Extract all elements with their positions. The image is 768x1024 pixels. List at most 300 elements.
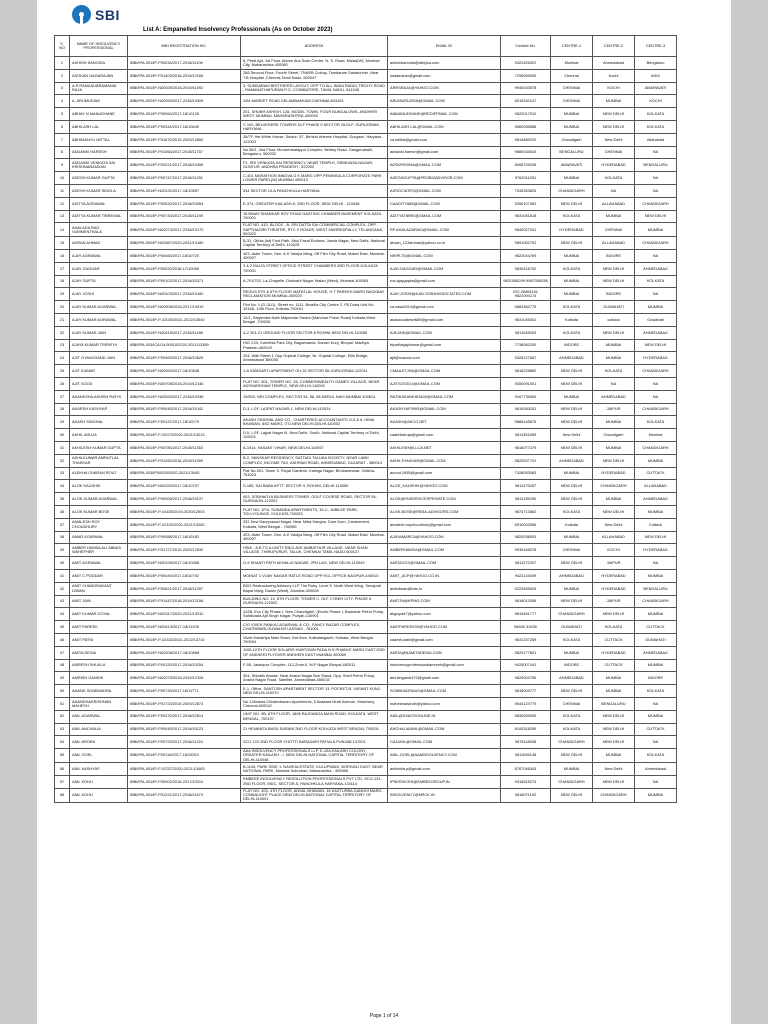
email: ANIL@DVACRONLINE.IN	[388, 710, 501, 723]
professional-name: AJIT GYANCHAND JAIN	[70, 352, 128, 365]
address: AAA INSOLVENCY PROFESSIONALS LLP, E-10A KAILASH COLONY GREATER KAILASH - I, NEW DELHI,NATIONAL CAPITAL TERRITORY OF DELHI-110048	[241, 749, 388, 763]
table-row	[55, 352, 677, 365]
serial-number: 16	[55, 250, 70, 263]
professional-name: AJAY KUMAR AGARWAL	[70, 301, 128, 314]
address: 1105-10TH FLOOR SOLARIS HUBTOWN PADA N S PHADKE MARG EAST END OF ANDHERI FLYOVER ANDHERI EAST MUMBAI 400069	[241, 646, 388, 659]
contact-number: 8767046343	[501, 763, 551, 776]
professional-name: ALOK KAUSHIK	[70, 480, 128, 493]
table-row	[55, 569, 677, 582]
registration-number: IBBI/IPA-001/IP-P00743/2017-2018/11249	[128, 210, 241, 223]
email: AJKJAIN@GMAIL.COM	[388, 326, 501, 339]
contact-number: 9811351559	[501, 429, 551, 442]
serial-number: 25	[55, 365, 70, 378]
centre-3: NA	[635, 736, 677, 749]
registration-number: IBBI/IPA-001/IP-P00045/2017-2018/11042	[128, 403, 241, 416]
centre-2: HYDERABAD	[593, 467, 635, 480]
serial-number: 5	[55, 108, 70, 121]
serial-number: 15	[55, 237, 70, 250]
address: B-31, Okhla (Ist) Foot Path, Abul Fazal Enclave, Jamia Nagar, New Delhi, National Capital Territory of Delhi, 110025	[241, 237, 388, 250]
address: F1, SRI VENKATA SAI RESIDENCY, NEAR TEMPLE, SRINIVASA NAGAR, GUNTUR, ANDHRA PRADESH - 522002	[241, 159, 388, 172]
centre-1: NEW DELHI	[551, 442, 593, 455]
centre-3: NA	[635, 775, 677, 788]
centre-2: NEW DELHI	[593, 775, 635, 788]
centre-2: MUMBAI	[593, 442, 635, 455]
centre-2: BENGALURU	[593, 697, 635, 710]
professional-name: AJIT SOOD	[70, 378, 128, 391]
address: A-1014, VASANT VIHAR, NEW DELHI-110057	[241, 442, 388, 455]
table-row	[55, 69, 677, 82]
registration-number: IBBI/IPA-001/IP-P00449/2017-18/10792	[128, 569, 241, 582]
centre-1: NEW DELHI	[551, 480, 593, 493]
table-row	[55, 518, 677, 531]
email: rca.ajaygupta@gmail.com	[388, 275, 501, 288]
centre-1: KOLKATA	[551, 710, 593, 723]
contact-number: 9818071192	[501, 788, 551, 802]
contact-number: 9940043578	[501, 82, 551, 95]
professionals-table	[54, 35, 677, 803]
list-title: List A: Empanelled Insolvency Professionals (As on October 2023)	[143, 27, 333, 33]
contact-number: 9831045001	[501, 314, 551, 327]
centre-3: Allahabad	[635, 133, 677, 146]
registration-number: IBBI/IPA-001/IP-N00025/2018-2019/11092	[128, 82, 241, 95]
centre-1: AHMEDABAD	[551, 672, 593, 685]
professional-name: ANIL GOEL	[70, 749, 128, 763]
professional-name: AKARSH KASHYAP	[70, 403, 128, 416]
centre-1: INDORE	[551, 659, 593, 672]
centre-3: KOLKATA	[635, 685, 677, 698]
serial-number: 23	[55, 339, 70, 352]
address: 1-A SAMSARTI APARTMENT GH-32 SECTOR 56 GURUGRAM-122011	[241, 365, 388, 378]
contact-number: 9830059005	[501, 710, 551, 723]
email: ashishkanodia@atlnjica.com	[388, 57, 501, 70]
column-header: Contact No.	[501, 36, 551, 57]
registration-number: IBBI/IPA-001/IP-N00317/2020-2021/13242	[128, 608, 241, 621]
centre-2: MUMBAI	[593, 352, 635, 365]
address: MOINAT 1 VIJAY NAGAR RATLE ROAD OPP HCL OFFICE NAGPUR-440010	[241, 569, 388, 582]
contact-number: 9876118008	[501, 736, 551, 749]
column-header: EMAIL ID	[388, 36, 501, 57]
registration-number: IBBI/IPA-001/IP-P00780/2017-2018/11353	[128, 442, 241, 455]
table-row	[55, 531, 677, 544]
registration-number: IBBI/IPA-001/IP-P00723/2017-2018/11224	[128, 736, 241, 749]
table-row	[55, 723, 677, 736]
registration-number: IBBI/IPA-001/IP-P01670/2019-2020/12850	[128, 133, 241, 146]
centre-2: MUMBAI	[593, 685, 635, 698]
contact-number: 9818228882	[501, 365, 551, 378]
centre-3: KOLKATA	[635, 120, 677, 133]
centre-2: CHENNAI	[593, 223, 635, 237]
contact-number: 9818077379	[501, 442, 551, 455]
professional-name: ANANDHAKRISHNAN MAHESH	[70, 697, 128, 710]
email: CMAAJITJHA@GMAIL.COM	[388, 365, 501, 378]
serial-number: 2	[55, 69, 70, 82]
centre-1: KOLKATA	[551, 723, 593, 736]
centre-1: NEW DELHI	[551, 595, 593, 608]
address: B-2, SANSKAR RESIDENCY, SATTADI TALUKA SOCIETY, NEAR LABH COMPLEX, INCOME TAX, ASHRAM ROAD, AHMEDABAD, GUJARAT - 380014	[241, 454, 388, 467]
serial-number: 45	[55, 621, 70, 634]
professional-name: ANIL KASHYAP	[70, 763, 128, 776]
centre-3: NA	[635, 184, 677, 197]
serial-number: 48	[55, 659, 70, 672]
professional-name: AHALADA RAO VUMMENTHALA	[70, 223, 128, 237]
serial-number: 41	[55, 569, 70, 582]
serial-number: 55	[55, 749, 70, 763]
centre-3: Bengaluru	[635, 57, 677, 70]
centre-2: CHANDIGARH	[593, 480, 635, 493]
centre-1: HYDERABAD	[551, 223, 593, 237]
centre-1: GUWAHATI	[551, 621, 593, 634]
centre-3: CHANDIGARH	[635, 403, 677, 416]
table-row	[55, 133, 677, 146]
serial-number: 53	[55, 723, 70, 736]
registration-number: IBBI/IPA-001/IP-P01723/2019-2020/12873	[128, 697, 241, 710]
address: BDO Restructuring Advisory LLP The Ruby, Level 9, North West Wing, Senapati Bapat Marg, Dadar (West), Mumbai-400028	[241, 582, 388, 595]
table-row	[55, 210, 677, 223]
centre-1: MUMBAI	[551, 288, 593, 301]
registration-number: IBBI/IPA-001/IP-P00088/2017-18/10182	[128, 531, 241, 544]
registration-number: IBBI/IPA-001/IP-P00344/2017-18/10645	[128, 120, 241, 133]
registration-number: IBBI/IPA-001/IP-P-01620/2019-2020/12503	[128, 505, 241, 518]
table-row	[55, 633, 677, 646]
serial-number: 7	[55, 133, 70, 146]
centre-3: MUMBAI	[635, 454, 677, 467]
serial-number: 50	[55, 685, 70, 698]
column-header: IBBI REGISTRATION NO.	[128, 36, 241, 57]
address: Plot No. 1 (D-31/1), Street no. 1111, Brazilia City Centre 2, P5 Duba Unit No. 1015A, 10th Floor, Kolkata-700161	[241, 301, 388, 314]
table-row	[55, 275, 677, 288]
contact-number: 9820177601	[501, 646, 551, 659]
registration-number: IBBI/IPA-002/IP-N00074/2017-2018/10172	[128, 223, 241, 237]
centre-2: JAIPUR	[593, 557, 635, 570]
centre-1: CHENNAI	[551, 697, 593, 710]
centre-3: MUMBAI	[635, 788, 677, 802]
centre-2: NEW DELHI	[593, 736, 635, 749]
address: D-II, LGF, Lajpat Nagar III, New Delhi, South, National Capital Territory of Delhi, 110024	[241, 429, 388, 442]
centre-1: NEW DELHI	[551, 365, 593, 378]
registration-number: IBBI/IPA-001/IP-P00221/2017-2018/10496	[128, 159, 241, 172]
registration-number: IBBI/IPA-001/IP-P01221/2017-2018/11874	[128, 788, 241, 802]
registration-number: IBBI/IPA-003/IP00020/2020-2021/13045	[128, 467, 241, 480]
centre-2: HYDERABAD	[593, 582, 635, 595]
professional-name: ADITYA AGRAWAL	[70, 197, 128, 210]
professional-name: ANIL KOHLI	[70, 788, 128, 802]
serial-number: 46	[55, 633, 70, 646]
contact-number: 9880034043	[501, 146, 551, 159]
professional-name: AJIT KUMAR	[70, 365, 128, 378]
contact-number: 9820017910	[501, 108, 551, 121]
centre-3: NA	[635, 172, 677, 185]
centre-2: HYDERABAD	[593, 646, 635, 659]
contact-number: 9818012006	[501, 595, 551, 608]
professional-name: ADDANKI HARESH	[70, 146, 128, 159]
contact-number: 98640 31535	[501, 621, 551, 634]
table-row	[55, 120, 677, 133]
registration-number: IBBI/IPA-003/ICAI-N-00510/2020-2021/13389	[128, 339, 241, 352]
registration-number: IBBI/IPA-001/IP-P01403/2018-2019/12168	[128, 69, 241, 82]
address: No 1,Madras Chidambaram Apartments, 5 Baskara Murti Avenue, Velachery, Chennai-600042	[241, 697, 388, 710]
serial-number: 37	[55, 518, 70, 531]
address: Vivek Kshatriya Main Road, 2nd floor, Kolkatangachi, Kolkata, West Bengal-700094	[241, 633, 388, 646]
centre-1: AHMEDABAD	[551, 352, 593, 365]
centre-2: INDORE	[593, 288, 635, 301]
email: ANIL.GOEL@AAAINSOLVENCY.COM	[388, 749, 501, 763]
centre-2: NEW DELHI	[593, 454, 635, 467]
centre-1: MUMBAI	[551, 582, 593, 595]
table-row	[55, 314, 677, 327]
centre-1: KOLKATA	[551, 326, 593, 339]
email: caakhilahuja@gmail.com	[388, 429, 501, 442]
serial-number: 9	[55, 159, 70, 172]
centre-1: NEW DELHI	[551, 557, 593, 570]
email: ANCHALIAANIL@GMAIL.COM	[388, 723, 501, 736]
registration-number: IBBI/IPA-001/IP-P00002/2016-2017/10010	[128, 775, 241, 788]
email: INSOLVENCY@NRCK.IN	[388, 788, 501, 802]
centre-3: BENGALURU	[635, 159, 677, 172]
serial-number: 4	[55, 95, 70, 108]
registration-number: IBBI/IPA-001/IP-P00739/2017-18/11771	[128, 685, 241, 698]
registration-number: IBBI/IPA-001/IP-P00020/2016-17/10066	[128, 262, 241, 275]
centre-1: CHANDIGARH	[551, 184, 593, 197]
centre-2: HYDERABAD	[593, 569, 635, 582]
contact-number: 9815451777	[501, 608, 551, 621]
professional-name: AHSAN AHMAD	[70, 237, 128, 250]
table-row	[55, 288, 677, 301]
contact-number: 9810083151	[501, 403, 551, 416]
registration-number: IBBI/IPA-001/IP-P01064/2017-2018/11757	[128, 146, 241, 159]
address: A-2 301-21 GROUND FLOOR SECTOR-8 ROHINI NEW DELHI-110085	[241, 326, 388, 339]
email: ABHILASH.LAL@GMAIL.COM	[388, 120, 501, 133]
contact-number: 9811475267	[501, 480, 551, 493]
centre-3: NA	[635, 288, 677, 301]
address: 1/54 MARKET ROAD KELAMBAKKAM CHENNAI-603103	[241, 95, 388, 108]
serial-number: 54	[55, 736, 70, 749]
page-number: Page 1 of 14	[369, 1013, 399, 1019]
serial-number: 3	[55, 82, 70, 95]
registration-number: IBBI/IPA-001/IP-P00137/2017-18/10279	[128, 416, 241, 429]
table-row	[55, 184, 677, 197]
address: E-1, Office, SANTOSH APARTMENT SECTOR 13, POCKET-B, VASANT KUNJ, NEW DELHI-110070	[241, 685, 388, 698]
column-header: ADDRESS	[241, 36, 388, 57]
email: RATHIAKANKSHA00@GMAIL.COM	[388, 390, 501, 403]
contact-number: 9868145676	[501, 416, 551, 429]
email: AMITAGCS@GMAIL.COM	[388, 557, 501, 570]
table-row	[55, 788, 677, 802]
serial-number: 27	[55, 390, 70, 403]
email: ca.imittal@gmail.com	[388, 133, 501, 146]
contact-number: 9811045003	[501, 326, 551, 339]
email: IPSERVICES@EMBEEGROUP.IN	[388, 775, 501, 788]
professional-name: AKANKSHA ASHISH RATHI	[70, 390, 128, 403]
table-row	[55, 749, 677, 763]
address: No.36/1, 2nd Floor, Munivenkatappa Complex, Bellary Road, Gangenahalli, Bengaluru- 560032	[241, 146, 388, 159]
contact-number: 9891052751	[501, 237, 551, 250]
table-row	[55, 403, 677, 416]
contact-number: 8015240147	[501, 95, 551, 108]
centre-3: NA	[635, 378, 677, 391]
serial-number: 29	[55, 416, 70, 429]
professional-name: A. ARUMUGAM	[70, 95, 128, 108]
contact-number: 9422116009	[501, 569, 551, 582]
professional-name: AKHILKUMAR AMRUTLAL THAKKAR	[70, 454, 128, 467]
serial-number: 12	[55, 197, 70, 210]
contact-number: 9223455525	[501, 582, 551, 595]
serial-number: 43	[55, 595, 70, 608]
centre-2: MUMBAI	[593, 339, 635, 352]
address: B-1106, PARK SIDE 1, NAHEJA ESTATE, KULUPWADI, BORIVALI EAST, NEAR NATIONAL PARK, Mumbai Suburban, Maharashtra - 400066	[241, 763, 388, 776]
centre-3: ALLAHABAD	[635, 480, 677, 493]
address: S-185, SAI BABA APTT. SECTOR 9, ROHINI, DELHI-110085	[241, 480, 388, 493]
address: F-95, Jadavpur Complex, 112,Zone-II, M.P Nagar Bhopal-462011	[241, 659, 388, 672]
centre-3: MUMBAI	[635, 569, 677, 582]
centre-2: NEW DELHI	[593, 120, 635, 133]
centre-2: AHMEDABAD	[593, 390, 635, 403]
contact-number: 9883362775	[501, 301, 551, 314]
serial-number: 10	[55, 172, 70, 185]
email: SONBHADRAAS@GMAIL.COM	[388, 685, 501, 698]
email: tripathiajaykumar@gmail.com	[388, 339, 501, 352]
centre-3: AHMEDABAD	[635, 326, 677, 339]
centre-3: KOLKATA	[635, 749, 677, 763]
centre-3: CHANDIGARH	[635, 197, 677, 210]
professional-name: ALOK KUMAR BOSE	[70, 505, 128, 518]
centre-3: NEW DELHI	[635, 531, 677, 544]
serial-number: 40	[55, 557, 70, 570]
professional-name: ADESH KUMAR SINGLA	[70, 184, 128, 197]
contact-number: 9825207701	[501, 454, 551, 467]
address: HIG C20, Kohefiza Park City, Bagsewania, Danish Kunj, Bhopal, Madhya Pradesh-462043	[241, 339, 388, 352]
column-header: S. NO	[55, 36, 70, 57]
centre-2: MUMBAI	[593, 210, 635, 223]
table-row	[55, 608, 677, 621]
email: AKHILTHAKKAR@GMAIL.COM	[388, 454, 501, 467]
contact-number: 9821058299 9987006258	[501, 275, 551, 288]
centre-3: Guwahati	[635, 314, 677, 327]
professional-name: AMIT C PODDAR	[70, 569, 128, 582]
centre-1: CHENNAI	[551, 544, 593, 557]
address: E-374, GREATER KAILASH-II, 2ND FLOOR, NEW DELHI - 110048	[241, 197, 388, 210]
address: 403, Aster Tower, Gen. A.K Vaidya Marg, Off Film City Road, Malad East, Mumbai-400097	[241, 531, 388, 544]
address: SCO 122 2ND FLOOR CHOTTI BARADARI PATIALA PUNJAB 147001	[241, 736, 388, 749]
registration-number: IBBI/IPA-001/IP-N00195/2017-18/10458	[128, 557, 241, 570]
address: A-701/702, La-Chapelle, Dindoshi Nagar, Malad (West), Mumbai-400064	[241, 275, 388, 288]
centre-2: New Delhi	[593, 518, 635, 531]
centre-3: AHMEDABAD	[635, 262, 677, 275]
table-row	[55, 763, 677, 776]
serial-number: 52	[55, 710, 70, 723]
serial-number: 24	[55, 352, 70, 365]
table-row	[55, 621, 677, 634]
professional-name: AKHILESH KUMAR GUPTA	[70, 442, 128, 455]
table-row	[55, 429, 677, 442]
professional-name: AJAYA KUMAR TRIPATHI	[70, 339, 128, 352]
address: 201, SHUBH ASHISH, 128, MODEL TOWN, FOUR BUNGALOWS, ANDHERI WEST, MUMBAI, MAHARASHTRA-400053	[241, 108, 388, 121]
email: AKHILESH@LLCA.NET	[388, 442, 501, 455]
centre-1: CHENNAI	[551, 95, 593, 108]
serial-number: 58	[55, 788, 70, 802]
registration-number: IBBI/IPA-001/IP-P00118/2017-18/10253	[128, 749, 241, 763]
centre-3: MUMBAI	[635, 505, 677, 518]
email: AMITA@NAMITADESAI.COM	[388, 646, 501, 659]
centre-3: KOLKATA	[635, 416, 677, 429]
serial-number: 17	[55, 262, 70, 275]
centre-1: NEW DELHI	[551, 197, 593, 210]
serial-number: 19	[55, 288, 70, 301]
email: AMIT_ACP@YAHOO.CO.IN	[388, 569, 501, 582]
registration-number: IBBI/IPA-001/IP-P00520/2017-2018/10954	[128, 197, 241, 210]
registration-number: IBBI/IPA-001/IP-P00621/2017-2018/11397	[128, 582, 241, 595]
contact-number: 9831051618	[501, 210, 551, 223]
address: 21 HEMANTA BASU SARANI 2ND FLOOR KOLKATA WEST BENGAL 700001	[241, 723, 388, 736]
serial-number: 30	[55, 429, 70, 442]
sbi-logo	[72, 5, 120, 24]
contact-number: 9814889220	[501, 133, 551, 146]
registration-number: IBBI/IPA-002/IP-N00387/2020-2021/13180	[128, 237, 241, 250]
professional-name: ALOK KUMAR AGARWAL	[70, 493, 128, 506]
registration-number: IBBI/IPA-003/IP-N00103/2017-2018/10160	[128, 288, 241, 301]
table-row	[55, 646, 677, 659]
centre-2: CUTTACK	[593, 659, 635, 672]
contact-number: 9874713862	[501, 505, 551, 518]
centre-3: MUMBAI	[635, 710, 677, 723]
registration-number: IBBI/IPA-001/IP-P00009/2017-2018/10137	[128, 493, 241, 506]
serial-number: 57	[55, 775, 70, 788]
registration-number: IBBI/IPA-001/IP-P00034/2017-2018/11106	[128, 57, 241, 70]
email: anilsinila.p@gmail.com	[388, 763, 501, 776]
centre-1: NEW DELHI	[551, 237, 593, 250]
address: 19/503, NRI COMPLEX, SECTOR 54, 56, 58 NERUL NAVI MUMBAI 400614	[241, 390, 388, 403]
centre-2: Chandigarh	[593, 429, 635, 442]
contact-number: 022-26851151 9822094174	[501, 288, 551, 301]
table-row	[55, 57, 677, 70]
centre-1: INDORE	[551, 339, 593, 352]
centre-3: HYDERABAD	[635, 352, 677, 365]
table-row	[55, 146, 677, 159]
professional-name: ASOKAN NAGARAJAN	[70, 69, 128, 82]
table-row	[55, 301, 677, 314]
table-row	[55, 326, 677, 339]
contact-number: 7428053063	[501, 467, 551, 480]
table-row	[55, 197, 677, 210]
table-row	[55, 250, 677, 263]
contact-number: 9350107062	[501, 197, 551, 210]
contact-number: 8008705208	[501, 159, 551, 172]
centre-3: KOLKATA	[635, 275, 677, 288]
professional-name: AMIT AGRAWAL	[70, 557, 128, 570]
address: 304, Shivalik Abaise, Near Anand Nagar Bus Stand, Opp. Shell Petrol Pump, Anand Nagar Road, Satellite, Ahmedabad-380015	[241, 672, 388, 685]
table-row	[55, 223, 677, 237]
professional-name: AJAY JOSHI	[70, 288, 128, 301]
centre-1: CHANDIGARH	[551, 775, 593, 788]
registration-number: IBBI/IPA-001/IP-P00747/2017-2018/11251	[128, 172, 241, 185]
centre-1: KOLKATA	[551, 505, 593, 518]
table-row	[55, 262, 677, 275]
table-row	[55, 82, 677, 95]
serial-number: 22	[55, 326, 70, 339]
table-row	[55, 775, 677, 788]
table-row	[55, 659, 677, 672]
contact-number: 9930446078	[501, 544, 551, 557]
professional-name: AMIT JAIN	[70, 595, 128, 608]
centre-3: NEW DELHI	[635, 210, 677, 223]
contact-number: 9544124779	[501, 697, 551, 710]
centre-1: NEW DELHI	[551, 788, 593, 802]
document-page	[37, 0, 731, 1024]
serial-number: 31	[55, 442, 70, 455]
table-row	[55, 582, 677, 595]
serial-number: 33	[55, 467, 70, 480]
column-header: CENTRE-2	[593, 36, 635, 57]
registration-number: IBBI/IPA-001/IP-P00369/2017-2018/10625	[128, 352, 241, 365]
